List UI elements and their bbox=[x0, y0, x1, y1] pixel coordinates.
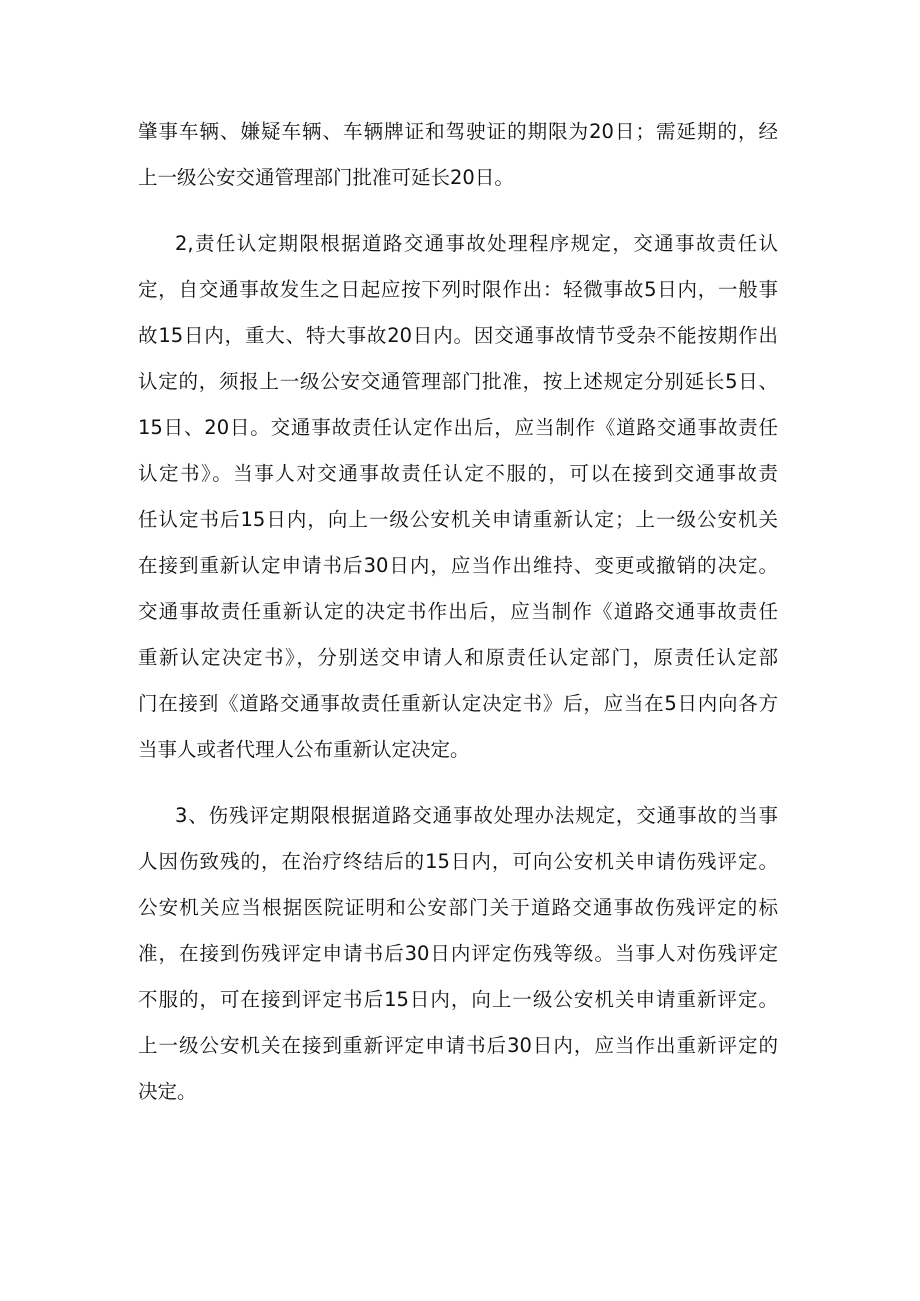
text-line: 当事人或者代理人公布重新认定决定。 bbox=[138, 738, 470, 761]
text-line: 准，在接到伤残评定申请书后30日内评定伤残等级。当事人对伤残评定 bbox=[138, 942, 778, 965]
text-line: 决定。 bbox=[138, 1080, 197, 1103]
text-line: 认定的，须报上一级公安交通管理部门批准，按上述规定分别延长5日、 bbox=[138, 370, 778, 393]
text-line: 交通事故责任重新认定的决定书作出后，应当制作《道路交通事故责任 bbox=[138, 600, 778, 623]
text-line: 肇事车辆、嫌疑车辆、车辆牌证和驾驶证的期限为20日；需延期的，经 bbox=[138, 120, 778, 143]
text-line: 重新认定决定书》，分别送交申请人和原责任认定部门，原责任认定部 bbox=[138, 646, 778, 669]
text-line: 定，自交通事故发生之日起应按下列时限作出：轻微事故5日内，一般事 bbox=[138, 278, 778, 301]
text-line: 3、伤残评定期限根据道路交通事故处理办法规定，交通事故的当事 bbox=[175, 804, 778, 827]
text-line: 人因伤致残的，在治疗终结后的15日内，可向公安机关申请伤残评定。 bbox=[138, 850, 778, 873]
text-line: 认定书》。当事人对交通事故责任认定不服的，可以在接到交通事故责 bbox=[138, 462, 778, 485]
text-line: 任认定书后15日内，向上一级公安机关申请重新认定；上一级公安机关 bbox=[138, 508, 778, 531]
text-line: 不服的，可在接到评定书后15日内，向上一级公安机关申请重新评定。 bbox=[138, 988, 778, 1011]
text-line: 15日、20日。交通事故责任认定作出后，应当制作《道路交通事故责任 bbox=[138, 416, 778, 439]
text-line: 门在接到《道路交通事故责任重新认定决定书》后，应当在5日内向各方 bbox=[138, 692, 778, 715]
text-line: 2,责任认定期限根据道路交通事故处理程序规定，交通事故责任认 bbox=[175, 232, 778, 255]
text-line: 故15日内，重大、特大事故20日内。因交通事故情节受杂不能按期作出 bbox=[138, 324, 778, 347]
text-line: 在接到重新认定申请书后30日内，应当作出维持、变更或撤销的决定。 bbox=[138, 554, 778, 577]
text-line: 上一级公安交通管理部门批准可延长20日。 bbox=[138, 166, 514, 189]
text-line: 公安机关应当根据医院证明和公安部门关于道路交通事故伤残评定的标 bbox=[138, 896, 778, 919]
text-line: 上一级公安机关在接到重新评定申请书后30日内，应当作出重新评定的 bbox=[138, 1034, 778, 1057]
